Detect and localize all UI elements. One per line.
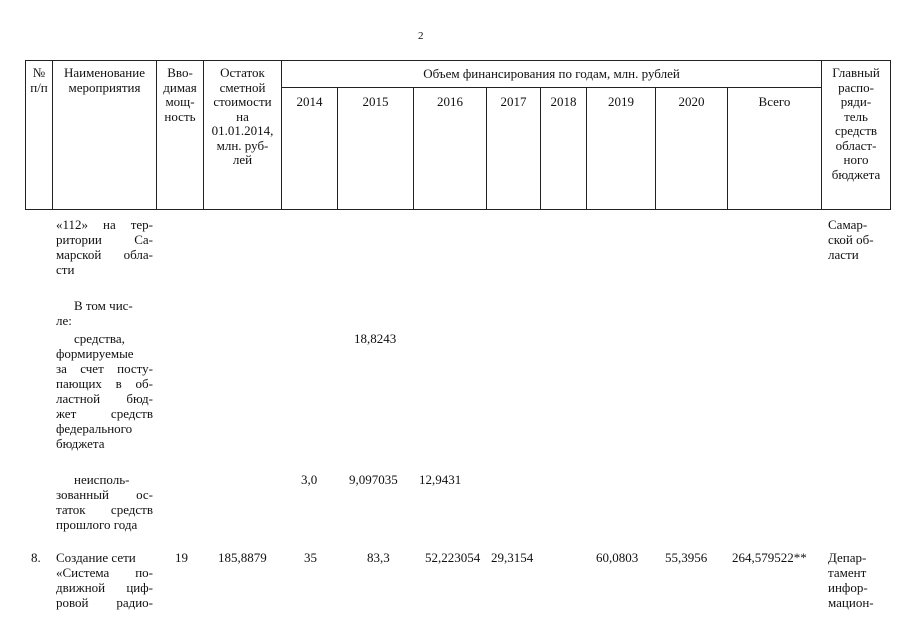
year-2018: 2018 — [550, 94, 577, 109]
header-manager: Главный распо- ряди- тель средств област- ного бюджета — [831, 65, 881, 182]
federal-2015: 18,8243 — [354, 331, 397, 346]
unused-name: неисполь- зованный ос- таток средств прошлого года — [56, 472, 153, 532]
row-8-2015: 83,3 — [367, 550, 390, 565]
header-funding: Объем финансирования по годам, млн. рублей — [423, 66, 680, 81]
row-8-2014: 35 — [304, 550, 317, 565]
row-8-name: Создание сети «Система по- движной циф- ровой радио- — [56, 550, 153, 610]
row-8-2020: 55,3956 — [665, 550, 708, 565]
year-2017: 2017 — [500, 94, 527, 109]
row-112-name: «112» на тер- ритории Са- марской обла- сти — [56, 217, 153, 277]
header-capacity: Вво- димая мощ- ность — [163, 65, 197, 124]
year-total: Всего — [758, 94, 791, 109]
row-8-balance: 185,8879 — [218, 550, 267, 565]
unused-2015: 9,097035 — [349, 472, 398, 487]
year-2014: 2014 — [296, 94, 323, 109]
row-8-capacity: 19 — [175, 550, 188, 565]
row-8-2016: 52,223054 — [425, 550, 481, 565]
row-8-2017: 29,3154 — [491, 550, 534, 565]
unused-2016: 12,9431 — [419, 472, 462, 487]
header-no: № п/п — [30, 65, 48, 95]
year-2016: 2016 — [437, 94, 463, 109]
year-2020: 2020 — [678, 94, 705, 109]
row-8-number: 8. — [31, 550, 41, 565]
federal-name: средства, формируемые за счет посту- пающих в об- ластной бюд- жет средств федерального бюджета — [56, 331, 153, 451]
row-112-manager: Самар- ской об- ласти — [828, 217, 874, 262]
page-number: 2 — [418, 30, 424, 42]
row-8-manager: Депар- тамент инфор- мацион- — [828, 550, 874, 610]
header-name: Наименование мероприятия — [64, 65, 145, 95]
year-2019: 2019 — [608, 94, 634, 109]
unused-2014: 3,0 — [301, 472, 318, 487]
header-balance: Остаток сметной стоимости на 01.01.2014, млн. руб- лей — [211, 65, 274, 167]
row-8-total: 264,579522** — [732, 550, 807, 565]
including-label: В том чис- ле: — [56, 298, 133, 328]
row-8-2019: 60,0803 — [596, 550, 639, 565]
year-2015: 2015 — [362, 94, 389, 109]
